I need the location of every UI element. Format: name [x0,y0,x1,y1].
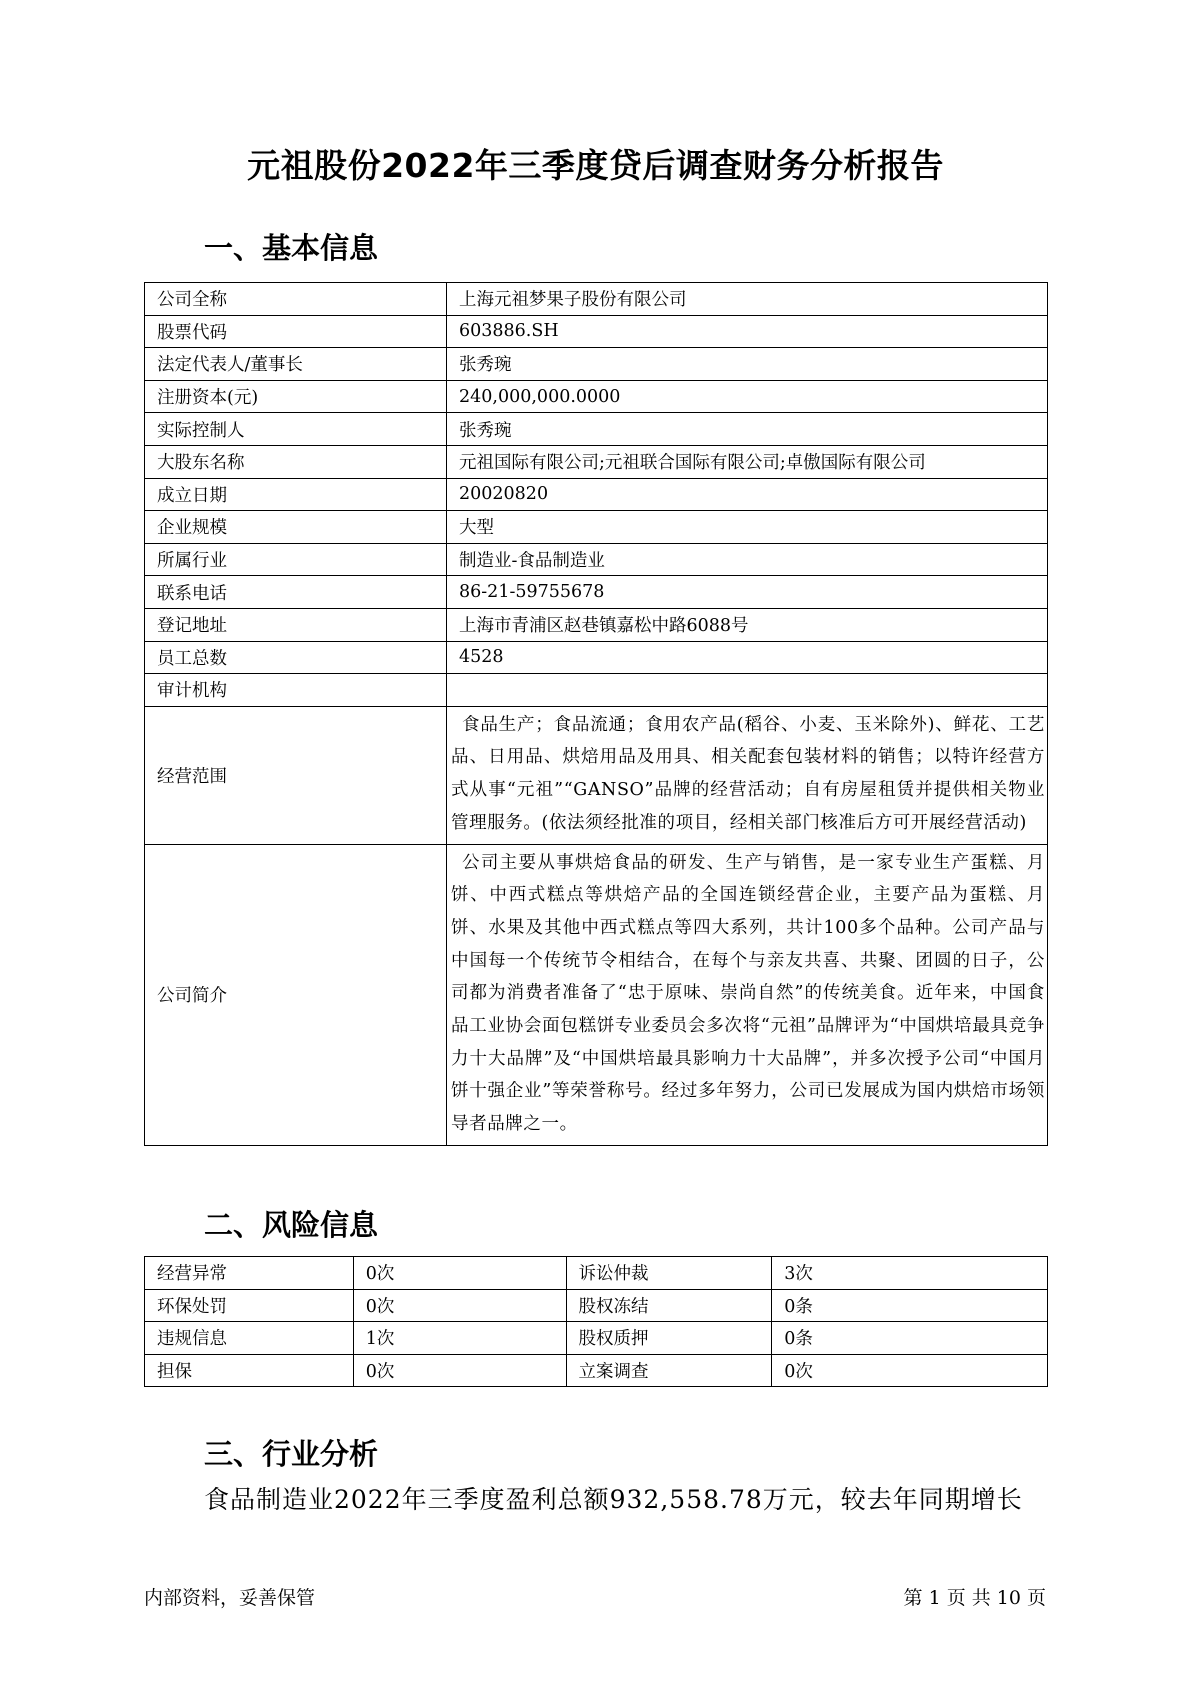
table-row [145,608,1048,641]
risk-count-cell: 0次 [772,1354,1048,1387]
table-row [145,1289,1048,1322]
table-key-cell: 大股东名称 [145,445,447,478]
footer-confidential-note: 内部资料，妥善保管 [144,1587,316,1609]
table-key-cell: 联系电话 [145,576,447,609]
report-title: 元祖股份2022年三季度贷后调查财务分析报告 [247,146,944,185]
table-row [145,478,1048,511]
risk-count-cell: 0条 [772,1322,1048,1355]
section-heading-basic-info: 一、基本信息 [204,231,379,265]
section-heading-industry-analysis: 三、行业分析 [204,1437,379,1471]
table-value-cell: 张秀琬 [447,413,1048,446]
basic-info-table [144,282,1048,1146]
table-value-cell: 上海市青浦区赵巷镇嘉松中路6088号 [447,608,1048,641]
risk-label-cell: 股权冻结 [566,1289,772,1322]
risk-label-cell: 环保处罚 [145,1289,354,1322]
table-value-cell: 元祖国际有限公司;元祖联合国际有限公司;卓傲国际有限公司 [447,445,1048,478]
risk-info-table [144,1256,1048,1387]
table-key-cell: 经营范围 [145,706,447,844]
table-key-cell: 公司全称 [145,283,447,316]
risk-count-cell: 0次 [353,1354,566,1387]
risk-label-cell: 股权质押 [566,1322,772,1355]
table-key-cell: 实际控制人 [145,413,447,446]
table-row [145,511,1048,544]
table-row [145,283,1048,316]
table-value-cell: 张秀琬 [447,348,1048,381]
industry-analysis-text: 食品制造业2022年三季度盈利总额932,558.78万元，较去年同期增长 [204,1485,1023,1514]
table-row [145,641,1048,674]
table-value-cell: 86-21-59755678 [447,576,1048,609]
table-row [145,380,1048,413]
table-row [145,1354,1048,1387]
table-value-cell: 制造业-食品制造业 [447,543,1048,576]
table-key-cell: 股票代码 [145,315,447,348]
risk-label-cell: 经营异常 [145,1257,354,1290]
risk-count-cell: 0次 [353,1289,566,1322]
table-value-cell: 240,000,000.0000 [447,380,1048,413]
table-row [145,674,1048,707]
table-key-cell: 注册资本(元) [145,380,447,413]
risk-label-cell: 担保 [145,1354,354,1387]
table-value-cell: 603886.SH [447,315,1048,348]
table-row [145,706,1048,844]
risk-count-cell: 0条 [772,1289,1048,1322]
business-scope-text: 食品生产；食品流通；食用农产品(稻谷、小麦、玉米除外)、鲜花、工艺品、日用品、烘焙用品及用具、相关配套包装材料的销售；以特许经营方式从事“元祖”“GANSO”品牌的经营活动；自有房屋租赁并提供相关物业管理服务。(依法须经批准的项目，经相关部门核准后方可开展经营活动) [447,706,1048,844]
risk-count-cell: 3次 [772,1257,1048,1290]
risk-count-cell: 1次 [353,1322,566,1355]
table-value-cell: 大型 [447,511,1048,544]
risk-count-cell: 0次 [353,1257,566,1290]
risk-label-cell: 诉讼仲裁 [566,1257,772,1290]
table-key-cell: 登记地址 [145,608,447,641]
table-row [145,445,1048,478]
table-key-cell: 审计机构 [145,674,447,707]
table-value-cell: 上海元祖梦果子股份有限公司 [447,283,1048,316]
table-key-cell: 所属行业 [145,543,447,576]
table-row [145,315,1048,348]
company-intro-text: 公司主要从事烘焙食品的研发、生产与销售，是一家专业生产蛋糕、月饼、中西式糕点等烘焙产品的全国连锁经营企业，主要产品为蛋糕、月饼、水果及其他中西式糕点等四大系列，共计100多个品种。公司产品与中国每一个传统节令相结合，在每个与亲友共喜、共聚、团圆的日子，公司都为消费者准备了“忠于原味、崇尚自然”的传统美食。近年来，中国食品工业协会面包糕饼专业委员会多次将“元祖”品牌评为“中国烘培最具竞争力十大品牌”及“中国烘培最具影响力十大品牌”，并多次授予公司“中国月饼十强企业”等荣誉称号。经过多年努力，公司已发展成为国内烘焙市场领导者品牌之一。 [447,844,1048,1145]
table-key-cell: 法定代表人/董事长 [145,348,447,381]
risk-label-cell: 违规信息 [145,1322,354,1355]
table-value-cell [447,674,1048,707]
section-heading-risk-info: 二、风险信息 [204,1208,379,1242]
table-row [145,1257,1048,1290]
table-key-cell: 公司简介 [145,844,447,1145]
table-value-cell: 20020820 [447,478,1048,511]
table-row [145,413,1048,446]
risk-label-cell: 立案调查 [566,1354,772,1387]
table-row [145,543,1048,576]
table-key-cell: 企业规模 [145,511,447,544]
table-key-cell: 成立日期 [145,478,447,511]
footer-page-number: 第 1 页 共 10 页 [903,1587,1046,1609]
table-key-cell: 员工总数 [145,641,447,674]
table-row [145,844,1048,1145]
table-row [145,1322,1048,1355]
table-value-cell: 4528 [447,641,1048,674]
table-row [145,348,1048,381]
table-row [145,576,1048,609]
